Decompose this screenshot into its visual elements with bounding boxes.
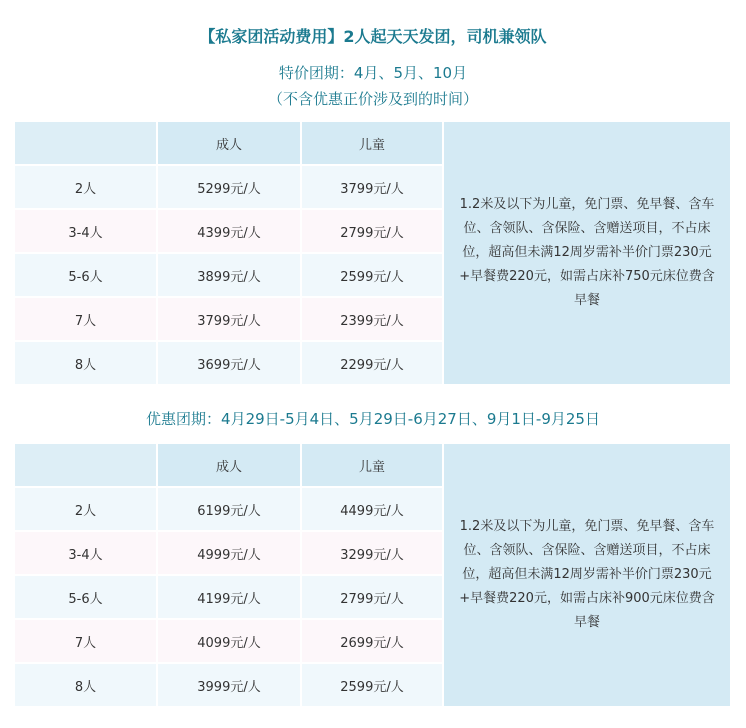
adult-price-cell: 3699元/人 bbox=[157, 341, 301, 385]
group-size-cell: 2人 bbox=[14, 165, 157, 209]
adult-price-cell: 4199元/人 bbox=[157, 575, 301, 619]
adult-price-cell: 5299元/人 bbox=[157, 165, 301, 209]
header-cell-child: 儿童 bbox=[301, 443, 443, 487]
group-size-cell: 8人 bbox=[14, 663, 157, 707]
header-cell-blank bbox=[14, 121, 157, 165]
group-size-cell: 3-4人 bbox=[14, 531, 157, 575]
discount-period-title: 优惠团期：4月29日-5月4日、5月29日-6月27日、9月1日-9月25日 bbox=[146, 410, 600, 428]
header-cell-adult: 成人 bbox=[157, 121, 301, 165]
header-cell-child: 儿童 bbox=[301, 121, 443, 165]
child-price-cell: 2799元/人 bbox=[301, 209, 443, 253]
remark-cell: 1.2米及以下为儿童，免门票、免早餐、含车位、含领队、含保险、含赠送项目，不占床位，超高但未满12周岁需补半价门票230元+早餐费220元，如需占床补750元床位费含早餐 bbox=[443, 121, 731, 385]
group-size-cell: 7人 bbox=[14, 297, 157, 341]
header-cell-blank bbox=[14, 443, 157, 487]
adult-price-cell: 4399元/人 bbox=[157, 209, 301, 253]
child-price-cell: 4499元/人 bbox=[301, 487, 443, 531]
group-size-cell: 8人 bbox=[14, 341, 157, 385]
group-size-cell: 5-6人 bbox=[14, 253, 157, 297]
special-period-title: 特价团期：4月、5月、10月 bbox=[278, 64, 468, 82]
adult-price-cell: 3899元/人 bbox=[157, 253, 301, 297]
child-price-cell: 2599元/人 bbox=[301, 253, 443, 297]
header-cell-adult: 成人 bbox=[157, 443, 301, 487]
group-size-cell: 2人 bbox=[14, 487, 157, 531]
child-price-cell: 2599元/人 bbox=[301, 663, 443, 707]
special-period-note: （不含优惠正价涉及到的时间） bbox=[267, 90, 478, 108]
table-header-row bbox=[14, 443, 731, 487]
discount-price-table bbox=[13, 442, 732, 708]
child-price-cell: 2299元/人 bbox=[301, 341, 443, 385]
page-title: 【私家团活动费用】2人起天天发团，司机兼领队 bbox=[199, 27, 547, 46]
child-price-cell: 2399元/人 bbox=[301, 297, 443, 341]
adult-price-cell: 4099元/人 bbox=[157, 619, 301, 663]
adult-price-cell: 6199元/人 bbox=[157, 487, 301, 531]
child-price-cell: 2699元/人 bbox=[301, 619, 443, 663]
adult-price-cell: 3999元/人 bbox=[157, 663, 301, 707]
child-price-cell: 2799元/人 bbox=[301, 575, 443, 619]
group-size-cell: 3-4人 bbox=[14, 209, 157, 253]
group-size-cell: 7人 bbox=[14, 619, 157, 663]
child-price-cell: 3299元/人 bbox=[301, 531, 443, 575]
group-size-cell: 5-6人 bbox=[14, 575, 157, 619]
adult-price-cell: 4999元/人 bbox=[157, 531, 301, 575]
child-price-cell: 3799元/人 bbox=[301, 165, 443, 209]
remark-cell: 1.2米及以下为儿童，免门票、免早餐、含车位、含领队、含保险、含赠送项目，不占床位，超高但未满12周岁需补半价门票230元+早餐费220元，如需占床补900元床位费含早餐 bbox=[443, 443, 731, 707]
adult-price-cell: 3799元/人 bbox=[157, 297, 301, 341]
table-header-row bbox=[14, 121, 731, 165]
special-price-table bbox=[13, 120, 732, 386]
